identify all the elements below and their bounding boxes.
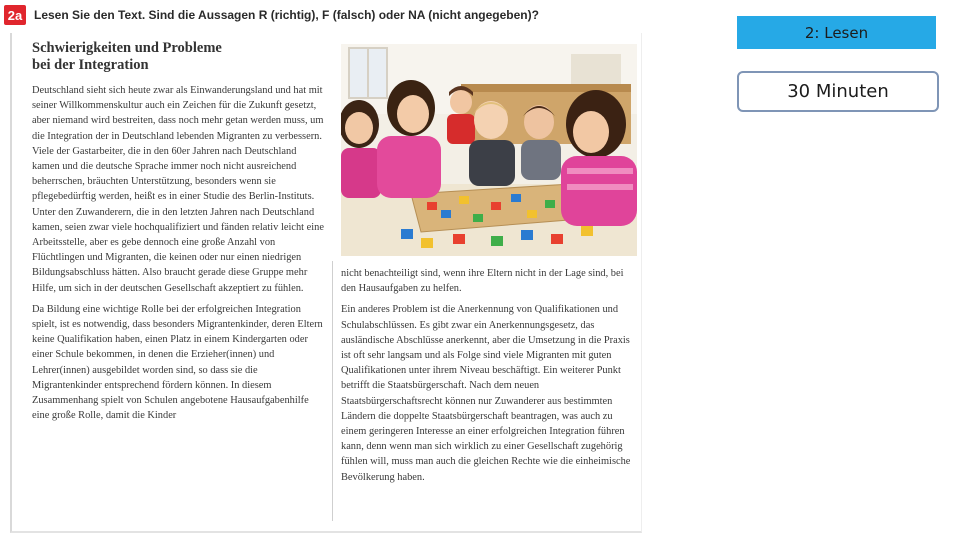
article-right-column	[341, 266, 631, 485]
task-number-badge: 2a	[4, 5, 26, 25]
section-label: 2: Lesen	[737, 16, 936, 49]
textbook-page	[10, 33, 642, 533]
column-divider	[332, 261, 333, 521]
article-left-column	[32, 40, 324, 423]
article-paragraph: Deutschland sieht sich heute zwar als Einwanderungsland und hat mit seiner Willkommenskultur auch ein Zeichen für die Zukunft gesetzt, aber niemand wird bestreiten, dass noch mehr getan werden muss, um die Integration der in Deutschland lebenden Migranten zu verbessern. Viele der Gastarbeiter, die in den 60er Jahren nach Deutschland kamen und die deutsche Sprache immer noch nicht ausreichend beherrschen, bräuchten Unterstützung, besonders wenn sie pflegebedürftig werden, heißt es in einer Studie des Berlin-Instituts. Unter den Zuwanderern, die in den letzten Jahren nach Deutschland kamen, seien zwar viele hochqualifiziert und fänden relativ leicht eine Arbeitsstelle, aber es gebe dennoch eine große Anzahl von Flüchtlingen und Migranten, die keinen oder nur einen niedrigen Bildungsabschluss hätten. Also braucht gerade diese Gruppe mehr Hilfe, um sich in der deutschen Gesellschaft akzeptiert zu fühlen.	[32, 85, 324, 294]
task-header	[4, 4, 539, 26]
article-paragraph: Ein anderes Problem ist die Anerkennung von Qualifikationen und Schulabschlüssen. Es gibt zwar ein Anerkennungsgesetz, das ausländische Abschlüsse anerkennt, aber die Umsetzung in die Praxis ist oft sehr langsam und als Folge sind viele Migranten mit guten Qualifikationen unter ihrem Niveau beschäftigt. Ein weiterer Punkt betrifft die Staatsbürgerschaft. Nach dem neuen Staatsbürgerschaftsrecht können nur Zuwanderer aus bestimmten Ländern die doppelte Staatsbürgerschaft beantragen, was auch zu einem geringeren Interesse an einer erfolgreichen Integration führen kann, denn wenn man sich wirklich zu einer Gesellschaft zugehörig fühlen will, muss man auch die gleichen Rechte wie die einheimische Bevölkerung haben.	[341, 304, 631, 483]
time-limit-box: 30 Minuten	[737, 71, 939, 112]
article-paragraph: Da Bildung eine wichtige Rolle bei der erfolgreichen Integration spielt, ist es notwendig, dass besonders Migrantenkinder, deren Eltern keine Qualifikation haben, einen Platz in einem Kindergarten oder einer Schule bekommen, in denen die Erzieher(innen) und Lehrer(innen) ausgebildet worden sind, so dass sie die Migrantenkinder entsprechend fördern können. In diesem Zusammenhang spielt von Schulen angebotene Hausaufgabenhilfe eine große Rolle, damit die Kinder	[32, 303, 323, 422]
article-paragraph: nicht benachteiligt sind, wenn ihre Eltern nicht in der Lage sind, bei den Hausaufgaben zu helfen.	[341, 268, 624, 295]
article-title-line-1: Schwierigkeiten und Probleme	[32, 40, 222, 56]
kindergarten-children-photo	[341, 44, 637, 256]
article-title	[32, 40, 324, 74]
article-title-line-2: bei der Integration	[32, 57, 149, 73]
children-playing-illustration	[341, 44, 637, 256]
task-instruction: Lesen Sie den Text. Sind die Aussagen R (richtig), F (falsch) oder NA (nicht angegeben)?	[34, 8, 539, 22]
